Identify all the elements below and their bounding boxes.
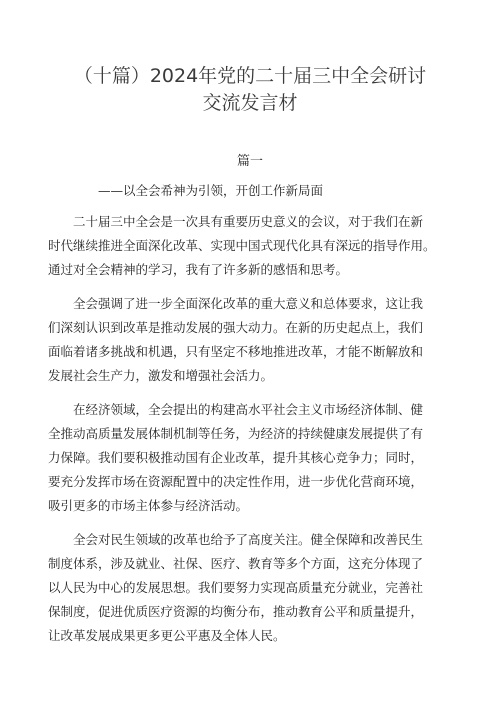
paragraph-3-line-3: 力保障。我们要积极推动国有企业改革，提升其核心竞争力；同时， [48,450,424,465]
paragraph-1-line-1: 二十届三中全会是一次具有重要历史意义的会议，对于我们在新 [73,214,424,229]
document-title-line-1: （十篇）2024年党的二十届三中全会研讨 [73,65,427,87]
paragraph-4-line-1: 全会对民生领域的改革也给予了高度关注。健全保障和改善民生 [73,532,424,547]
paragraph-3-line-1: 在经济领域，全会提出的构建高水平社会主义市场经济体制、健 [73,402,424,417]
paragraph-4-line-4: 保制度，促进优质医疗资源的均衡分布，推动教育公平和质量提升， [48,604,424,619]
paragraph-2-line-4: 发展社会生产力，激发和增强社会活力。 [48,368,274,383]
paragraph-2-line-2: 们深刻认识到改革是推动发展的强大动力。在新的历史起点上，我们 [48,320,424,335]
paragraph-1-line-2: 时代继续推进全面深化改革、实现中国式现代化具有深远的指导作用。 [48,238,436,253]
paragraph-3-line-2: 全推动高质量发展体制机制等任务，为经济的持续健康发展提供了有 [48,426,424,441]
paragraph-4-line-5: 让改革发展成果更多更公平惠及全体人民。 [48,628,286,643]
paragraph-4-line-2: 制度体系，涉及就业、社保、医疗、教育等多个方面，这充分体现了 [48,556,424,571]
paragraph-1-line-3: 通过对全会精神的学习，我有了许多新的感悟和思考。 [48,262,349,277]
paragraph-4-line-3: 以人民为中心的发展思想。我们要努力实现高质量充分就业，完善社 [48,580,424,595]
section-heading: 篇一 [236,154,263,169]
section-subtitle: ——以全会希神为引领，开创工作新局面 [98,183,324,198]
document-title-line-2: 交流发言材 [202,92,298,114]
paragraph-2-line-1: 全会强调了进一步全面深化改革的重大意义和总体要求，这让我 [73,296,424,311]
paragraph-3-line-4: 要充分发挥市场在资源配置中的决定性作用，进一步优化营商环境， [48,474,424,489]
paragraph-3-line-5: 吸引更多的市场主体参与经济活动。 [48,498,249,513]
paragraph-2-line-3: 面临着诸多挑战和机遇，只有坚定不移地推进改革，才能不断解放和 [48,344,424,359]
